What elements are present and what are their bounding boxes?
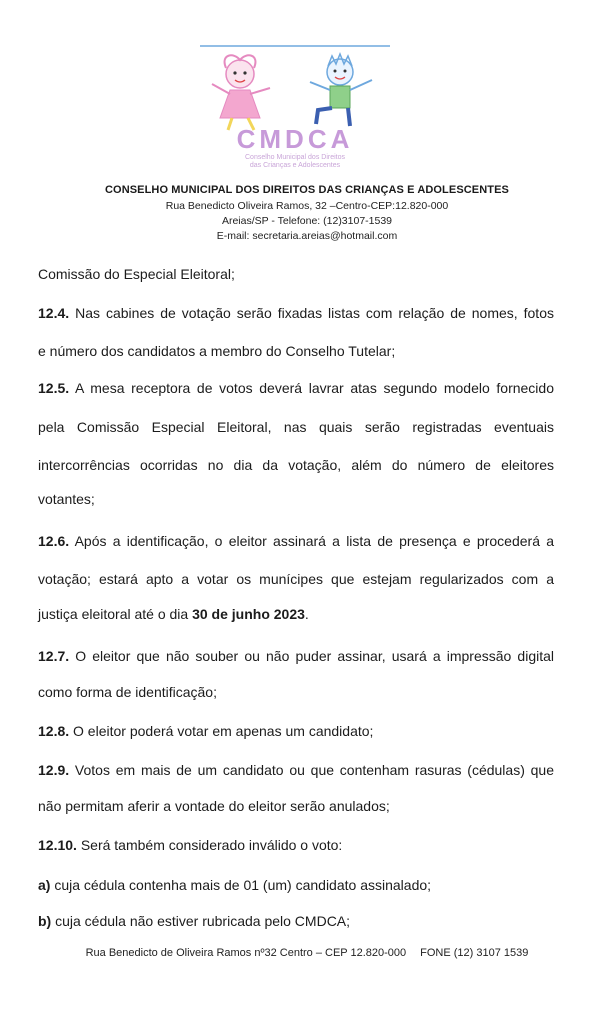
item-number: 12.8. [38, 723, 70, 739]
item-number: a) [38, 877, 51, 893]
item-b-line-1 [38, 911, 554, 931]
item-12-8-line-1 [38, 721, 554, 741]
item-12-6-line-3 [38, 604, 554, 624]
item-12-5-line-2: pela Comissão Especial Eleitoral, nas quais serão registradas eventuais [38, 419, 554, 435]
item-text: Votos em mais de um candidato ou que contenham rasuras (cédulas) que [74, 762, 554, 778]
item-a-line-1 [38, 875, 554, 895]
item-number: 12.6. [38, 533, 70, 549]
children-logo-icon [190, 44, 400, 170]
item-text: justiça eleitoral até o dia [38, 606, 193, 622]
footer-phone: FONE (12) 3107 1539 [420, 947, 529, 959]
item-12-7-line-2: como forma de identificação; [38, 684, 217, 700]
item-12-4-line-2: e número dos candidatos a membro do Conselho Tutelar; [38, 343, 396, 359]
cmdca-logo [190, 44, 400, 170]
item-number: 12.10. [38, 837, 77, 853]
item-12-5-line-1 [38, 378, 554, 398]
item-text: Após a identificação, o eleitor assinará a lista de presença e procederá a [74, 533, 554, 549]
header-email: E-mail: secretaria.areias@hotmail.com [216, 230, 398, 242]
item-12-5-line-4: votantes; [38, 491, 95, 507]
item-12-7-line-1 [38, 646, 554, 666]
item-text: . [304, 606, 309, 622]
item-12-5-line-3: intercorrências ocorridas no dia da votação, além do número de eleitores [38, 457, 554, 473]
item-12-9-line-1 [38, 760, 554, 780]
logo-subtitle-1: Conselho Municipal dos Direitos [245, 154, 345, 161]
deadline-date: 30 de junho 2023 [192, 606, 305, 622]
item-number: 12.5. [38, 380, 70, 396]
item-text: Será também considerado inválido o voto: [80, 837, 343, 853]
item-number: 12.7. [38, 648, 70, 664]
item-12-4-line-1 [38, 303, 554, 323]
item-text: O eleitor poderá votar em apenas um candidato; [73, 723, 374, 739]
item-text: cuja cédula não estiver rubricada pelo CMDCA; [55, 913, 351, 929]
item-number: b) [38, 913, 52, 929]
item-text: cuja cédula contenha mais de 01 (um) candidato assinalado; [54, 877, 432, 893]
item-text: A mesa receptora de votos deverá lavrar atas segundo modelo fornecido [75, 380, 554, 396]
header-city-phone: Areias/SP - Telefone: (12)3107-1539 [221, 215, 393, 227]
item-12-6-line-1 [38, 531, 554, 551]
item-number: 12.9. [38, 762, 70, 778]
logo-subtitle-2: das Crianças e Adolescentes [249, 162, 341, 169]
item-text: Nas cabines de votação serão fixadas listas com relação de nomes, fotos [75, 305, 554, 321]
logo-wordmark: CMDCA [236, 124, 354, 154]
item-12-9-line-2: não permitam aferir a vontade do eleitor serão anulados; [38, 798, 390, 814]
intro-line: Comissão do Especial Eleitoral; [38, 266, 235, 282]
footer-address: Rua Benedicto de Oliveira Ramos nº32 Centro – CEP 12.820-000 [85, 947, 407, 959]
org-name: CONSELHO MUNICIPAL DOS DIREITOS DAS CRIANÇAS E ADOLESCENTES [105, 184, 509, 196]
page-footer [0, 947, 614, 959]
header-address: Rua Benedicto Oliveira Ramos, 32 –Centro-CEP:12.820-000 [165, 200, 449, 212]
item-text: O eleitor que não souber ou não puder assinar, usará a impressão digital [75, 648, 555, 664]
item-12-6-line-2: votação; estará apto a votar os munícipes que estejam regularizados com a [38, 571, 554, 587]
item-12-10-line-1 [38, 835, 554, 855]
item-number: 12.4. [38, 305, 70, 321]
